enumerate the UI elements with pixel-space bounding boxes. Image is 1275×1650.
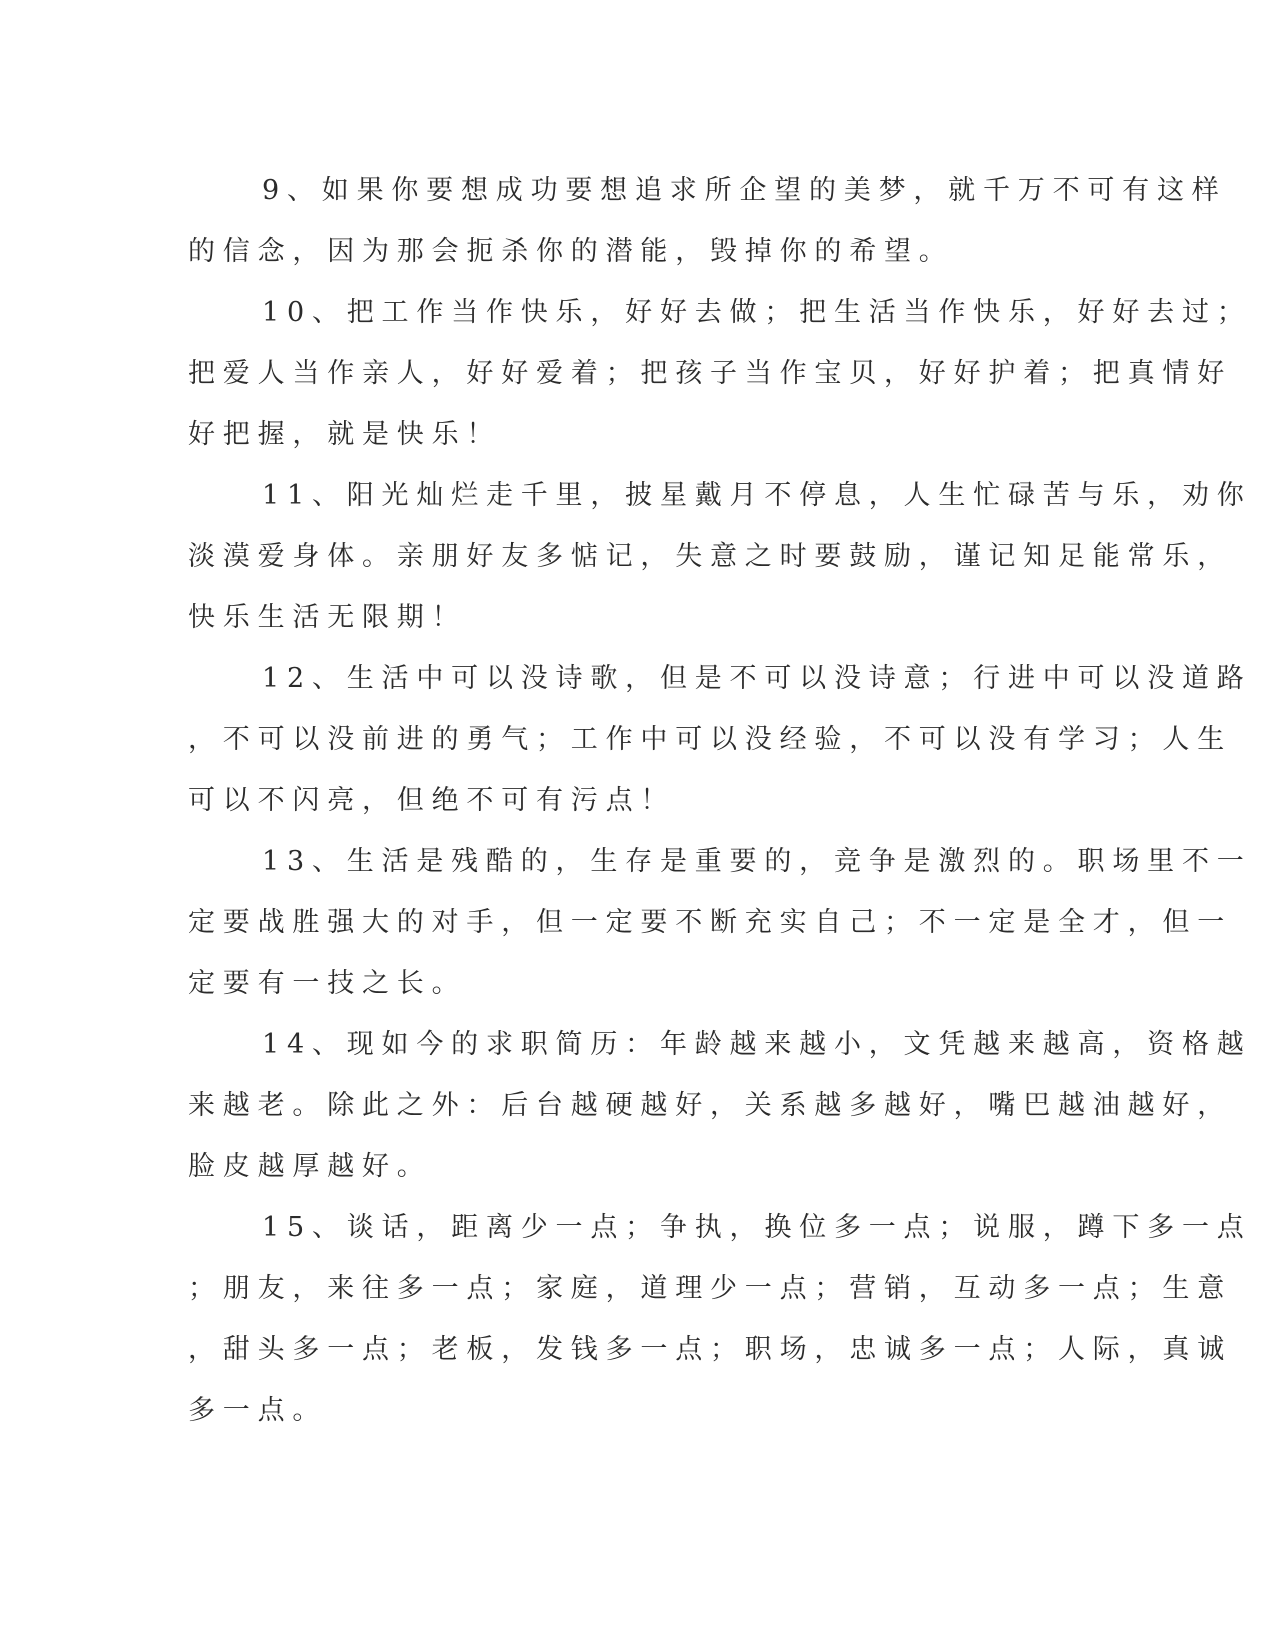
paragraph-line: 脸皮越厚越好。 (188, 1151, 432, 1182)
paragraph-line: 15、谈话，距离少一点；争执，换位多一点；说服，蹲下多一点 (262, 1212, 1252, 1243)
paragraph-line: 定要战胜强大的对手，但一定要不断充实自己；不一定是全才，但一 (188, 907, 1232, 938)
paragraph-line: 可以不闪亮，但绝不可有污点！ (188, 785, 676, 816)
paragraph-line: 好把握，就是快乐！ (188, 419, 502, 450)
paragraph-line: 定要有一技之长。 (188, 968, 467, 999)
paragraph-line: 快乐生活无限期！ (188, 602, 467, 633)
paragraph-line: 把爱人当作亲人，好好爱着；把孩子当作宝贝，好好护着；把真情好 (188, 358, 1232, 389)
paragraph-line: ，不可以没前进的勇气；工作中可以没经验，不可以没有学习；人生 (188, 724, 1232, 755)
paragraph-15 (188, 1197, 1252, 1441)
paragraph-line: 多一点。 (188, 1395, 328, 1426)
paragraph-9 (188, 160, 1227, 282)
paragraph-line: 9、如果你要想成功要想追求所企望的美梦，就千万不可有这样 (262, 175, 1227, 206)
paragraph-13 (188, 831, 1252, 1014)
paragraph-line: 14、现如今的求职简历：年龄越来越小，文凭越来越高，资格越 (262, 1029, 1252, 1060)
paragraph-line: 来越老。除此之外：后台越硬越好，关系越多越好，嘴巴越油越好， (188, 1090, 1232, 1121)
paragraph-line: 11、阳光灿烂走千里，披星戴月不停息，人生忙碌苦与乐，劝你 (262, 480, 1252, 511)
paragraph-12 (188, 648, 1252, 831)
paragraph-line: 的信念，因为那会扼杀你的潜能，毁掉你的希望。 (188, 236, 954, 267)
paragraph-11 (188, 465, 1252, 648)
paragraph-list (188, 160, 1252, 1441)
paragraph-14 (188, 1014, 1252, 1197)
paragraph-line: 13、生活是残酷的，生存是重要的，竞争是激烈的。职场里不一 (262, 846, 1252, 877)
paragraph-line: ，甜头多一点；老板，发钱多一点；职场，忠诚多一点；人际，真诚 (188, 1334, 1232, 1365)
paragraph-line: 12、生活中可以没诗歌，但是不可以没诗意；行进中可以没道路 (262, 663, 1252, 694)
paragraph-line: 10、把工作当作快乐，好好去做；把生活当作快乐，好好去过； (262, 297, 1252, 328)
paragraph-line: 淡漠爱身体。亲朋好友多惦记，失意之时要鼓励，谨记知足能常乐， (188, 541, 1232, 572)
paragraph-10 (188, 282, 1252, 465)
paragraph-line: ；朋友，来往多一点；家庭，道理少一点；营销，互动多一点；生意 (188, 1273, 1232, 1304)
